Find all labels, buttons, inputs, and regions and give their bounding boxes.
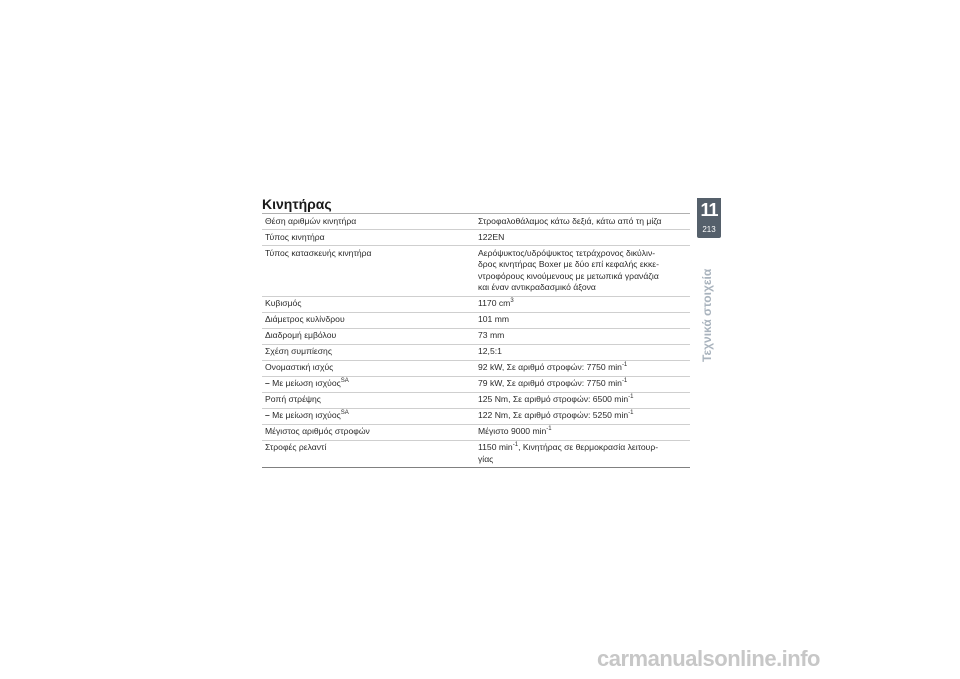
spec-label <box>262 328 475 344</box>
spec-value-text: Μέγιστο 9000 min <box>478 426 547 436</box>
spec-value-text: 92 kW, Σε αριθμό στροφών: 7750 min <box>478 362 622 372</box>
spec-value-text: 1150 min <box>478 442 513 452</box>
unit-exponent: -1 <box>628 394 634 400</box>
section-title: Κινητήρας <box>262 196 332 212</box>
spec-value-text: 73 mm <box>478 330 505 340</box>
spec-value-text: 122 Nm, Σε αριθμό στροφών: 5250 min <box>478 410 629 420</box>
spec-label-text: Διαδρομή εμβόλου <box>265 330 337 340</box>
chapter-tab <box>697 198 721 238</box>
spec-value <box>475 312 690 328</box>
spec-value-text: 122EN <box>478 231 505 242</box>
option-marker: SA <box>340 410 349 416</box>
spec-label-text: Μέγιστος αριθμός στροφών <box>265 426 370 436</box>
spec-label-text: Ονομαστική ισχύς <box>265 362 334 372</box>
spec-label <box>262 312 475 328</box>
spec-value-tail: , Κινητήρας σε θερμοκρασία λειτουρ- γίας <box>478 442 659 464</box>
chapter-name: Τεχνικά στοιχεία <box>700 268 714 362</box>
spec-label-text: Στροφές ρελαντί <box>265 442 327 452</box>
spec-label <box>262 246 475 297</box>
option-marker: SA <box>340 378 349 384</box>
spec-label <box>262 376 475 392</box>
table-row <box>262 344 690 360</box>
spec-value <box>475 440 690 468</box>
spec-value <box>475 360 690 376</box>
spec-label <box>262 360 475 376</box>
spec-label-text: Θέση αριθμών κινητήρα <box>265 215 357 226</box>
spec-value-text: 1170 cm <box>478 298 511 308</box>
table-row <box>262 230 690 246</box>
unit-exponent: -1 <box>628 410 634 416</box>
chapter-number: 11 <box>700 200 718 220</box>
spec-value <box>475 296 690 312</box>
table-row <box>262 312 690 328</box>
spec-label <box>262 392 475 408</box>
unit-exponent: -1 <box>621 362 628 368</box>
spec-label <box>262 344 475 360</box>
spec-value-text: 125 Nm, Σε αριθμό στροφών: 6500 min <box>478 394 629 404</box>
engine-spec-table <box>262 213 690 468</box>
dash-prefix: – <box>265 410 270 420</box>
spec-label <box>262 440 475 468</box>
spec-label-text: Διάμετρος κυλίνδρου <box>265 314 345 324</box>
table-row <box>262 296 690 312</box>
table-row <box>262 246 690 297</box>
spec-label-text: Τύπος κινητήρα <box>265 231 325 242</box>
spec-label-text: Ροπή στρέψης <box>265 394 321 404</box>
spec-label <box>262 408 475 424</box>
unit-exponent: 3 <box>510 298 514 304</box>
spec-value <box>475 344 690 360</box>
spec-value-text: 79 kW, Σε αριθμό στροφών: 7750 min <box>478 378 622 388</box>
spec-value <box>475 214 690 230</box>
dash-prefix: – <box>265 378 270 388</box>
page-number: 213 <box>702 225 716 234</box>
spec-value-text: Αερόψυκτος/υδρόψυκτος τετράχρονος δικύλιν- δρος κινητήρας Boxer με δύο επί κεφαλής εκκε- ντροφόρους κινούμενους με μετωπικά γρανάζια και έναν αντικραδασμικό άξονα <box>478 247 659 292</box>
table-row <box>262 328 690 344</box>
table-row <box>262 360 690 376</box>
spec-value <box>475 230 690 246</box>
unit-exponent: -1 <box>512 442 519 448</box>
spec-value <box>475 376 690 392</box>
spec-value-text: 12,5:1 <box>478 346 502 356</box>
table-row <box>262 214 690 230</box>
spec-value <box>475 424 690 440</box>
spec-label <box>262 214 475 230</box>
unit-exponent: -1 <box>546 426 552 432</box>
spec-value <box>475 408 690 424</box>
spec-label <box>262 424 475 440</box>
spec-label-text: Τύπος κατασκευής κινητήρα <box>265 247 372 258</box>
table-row <box>262 440 690 468</box>
spec-value <box>475 392 690 408</box>
spec-label-text: Με μείωση ισχύος <box>272 378 341 388</box>
table-row <box>262 376 690 392</box>
spec-value-text: Στροφαλοθάλαμος κάτω δεξιά, κάτω από τη μίζα <box>478 215 662 226</box>
table-row <box>262 392 690 408</box>
watermark: carmanualsonline.info <box>597 646 820 671</box>
spec-label-text: Με μείωση ισχύος <box>272 410 341 420</box>
spec-value <box>475 246 690 297</box>
spec-label <box>262 296 475 312</box>
spec-value <box>475 328 690 344</box>
unit-exponent: -1 <box>621 378 628 384</box>
spec-label <box>262 230 475 246</box>
spec-value-text: 101 mm <box>478 314 510 324</box>
spec-label-text: Κυβισμός <box>265 298 302 308</box>
spec-label-text: Σχέση συμπίεσης <box>265 346 332 356</box>
table-row <box>262 424 690 440</box>
table-row <box>262 408 690 424</box>
